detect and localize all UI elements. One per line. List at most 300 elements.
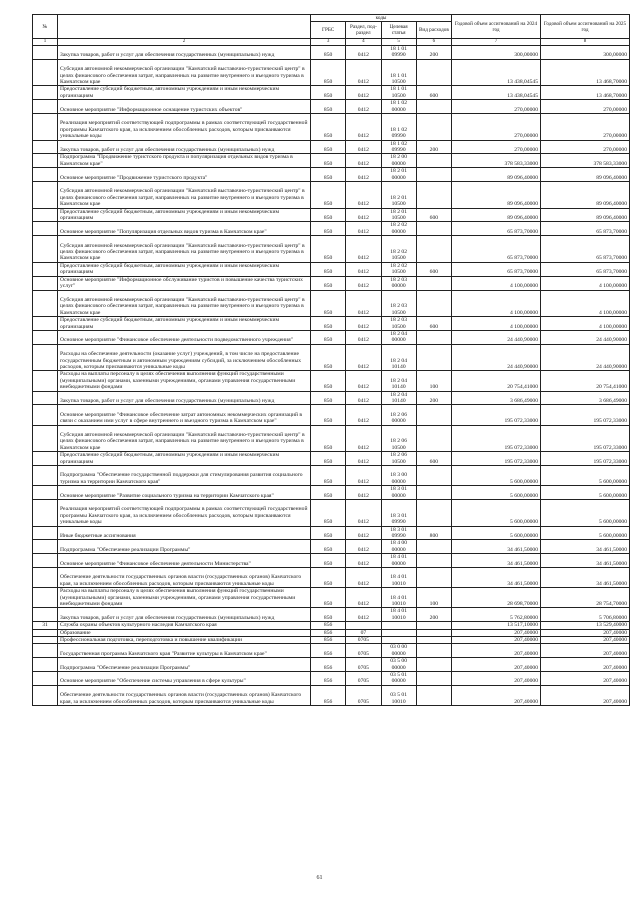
row-value-2024: 5 762,80000 xyxy=(452,608,541,622)
row-grbs: 850 xyxy=(311,526,346,540)
row-kind xyxy=(416,465,451,485)
row-section xyxy=(346,622,381,629)
row-kind: 800 xyxy=(416,526,451,540)
index-cell: 7 xyxy=(452,39,541,46)
row-name: Субсидия автономной некоммерческой организации "Камчатский выставочно-туристический центр" в целях финансового обеспечения затрат, направленных на развитие внутреннего и въездного туризма в Камчатском крае xyxy=(58,59,311,86)
row-number xyxy=(33,637,58,644)
row-name: Образование xyxy=(58,629,311,636)
row-grbs: 850 xyxy=(311,262,346,276)
row-grbs: 856 xyxy=(311,629,346,636)
row-number xyxy=(33,608,58,622)
row-section: 0412 xyxy=(346,46,381,60)
row-value-2025: 5 600,00000 xyxy=(541,486,630,500)
row-article: 18 4 01 10010 xyxy=(381,608,416,622)
row-section: 0412 xyxy=(346,540,381,554)
row-name: Служба охраны объектов культурного наследия Камчатского края xyxy=(58,622,311,629)
row-name: Закупка товаров, работ и услуг для обеспечения государственных (муниципальных) нужд xyxy=(58,608,311,622)
row-section: 0705 xyxy=(346,658,381,672)
row-value-2024: 5 600,00000 xyxy=(452,499,541,526)
table-body xyxy=(33,46,630,706)
row-grbs: 850 xyxy=(311,425,346,452)
row-article: 18 4 01 10010 xyxy=(381,567,416,587)
row-grbs: 850 xyxy=(311,154,346,168)
row-number xyxy=(33,168,58,182)
table-row xyxy=(33,644,630,658)
row-value-2025: 65 873,70000 xyxy=(541,236,630,263)
row-value-2024: 5 600,00000 xyxy=(452,465,541,485)
row-article: 18 2 02 10500 xyxy=(381,262,416,276)
row-value-2025: 13 529,40000 xyxy=(541,622,630,629)
table-row xyxy=(33,465,630,485)
table-row xyxy=(33,486,630,500)
row-value-2024: 195 072,33000 xyxy=(452,425,541,452)
row-number xyxy=(33,486,58,500)
table-row xyxy=(33,526,630,540)
row-number xyxy=(33,330,58,344)
row-kind xyxy=(416,182,451,209)
header-row-top xyxy=(33,15,630,22)
row-article: 18 3 00 00000 xyxy=(381,465,416,485)
row-value-2024: 4 100,00000 xyxy=(452,276,541,290)
row-value-2024: 65 873,70000 xyxy=(452,262,541,276)
row-section: 0412 xyxy=(346,554,381,568)
row-value-2025: 378 583,33000 xyxy=(541,154,630,168)
row-value-2025: 13 468,70000 xyxy=(541,59,630,86)
row-section: 0412 xyxy=(346,262,381,276)
row-number xyxy=(33,182,58,209)
row-kind xyxy=(416,554,451,568)
row-name: Основное мероприятие "Информационное обслуживание туристов и повышение качества туристских услуг" xyxy=(58,276,311,290)
col-section-header: Раздел, под-раздел xyxy=(346,22,381,39)
row-kind xyxy=(416,644,451,658)
row-value-2024: 270,00000 xyxy=(452,100,541,114)
table-row xyxy=(33,100,630,114)
row-value-2024: 4 100,00000 xyxy=(452,290,541,317)
row-article: 18 3 01 00000 xyxy=(381,486,416,500)
row-number xyxy=(33,290,58,317)
row-value-2025: 4 100,00000 xyxy=(541,276,630,290)
row-value-2024: 34 461,50000 xyxy=(452,540,541,554)
row-section: 0412 xyxy=(346,100,381,114)
row-value-2025: 28 754,70000 xyxy=(541,588,630,608)
row-value-2025: 300,00000 xyxy=(541,46,630,60)
row-name: Профессиональная подготовка, переподготовка и повышение квалификации xyxy=(58,637,311,644)
row-section: 0412 xyxy=(346,486,381,500)
row-value-2024: 34 461,50000 xyxy=(452,567,541,587)
row-article xyxy=(381,637,416,644)
row-number xyxy=(33,208,58,222)
row-article: 18 2 04 10140 xyxy=(381,344,416,371)
row-grbs: 856 xyxy=(311,658,346,672)
row-section: 0412 xyxy=(346,452,381,466)
table-row xyxy=(33,182,630,209)
table-row xyxy=(33,425,630,452)
row-section: 0412 xyxy=(346,330,381,344)
row-name: Расходы на обеспечение деятельности (оказание услуг) учреждений, в том числе на предоставление государственным бюджетным и автономным учреждениям субсидий, за исключением обособленных расходов, которым присваиваются уникальные коды xyxy=(58,344,311,371)
row-value-2024: 89 096,40000 xyxy=(452,182,541,209)
row-number xyxy=(33,114,58,141)
row-number xyxy=(33,540,58,554)
table-row xyxy=(33,567,630,587)
row-value-2024: 89 096,40000 xyxy=(452,168,541,182)
row-article: 18 2 04 10140 xyxy=(381,371,416,391)
row-section: 0412 xyxy=(346,182,381,209)
row-value-2025: 4 100,00000 xyxy=(541,317,630,331)
row-section: 0412 xyxy=(346,154,381,168)
row-number xyxy=(33,672,58,686)
row-name: Основное мероприятие "Финансовое обеспечение деятельности Министерства" xyxy=(58,554,311,568)
row-article: 18 2 01 10500 xyxy=(381,182,416,209)
row-section: 0412 xyxy=(346,114,381,141)
row-kind xyxy=(416,100,451,114)
row-value-2024: 13 438,04545 xyxy=(452,86,541,100)
row-grbs: 850 xyxy=(311,59,346,86)
row-kind xyxy=(416,154,451,168)
row-value-2024: 207,40000 xyxy=(452,629,541,636)
table-row xyxy=(33,262,630,276)
row-article: 18 3 01 09990 xyxy=(381,526,416,540)
row-kind: 600 xyxy=(416,86,451,100)
row-value-2024: 207,40000 xyxy=(452,637,541,644)
index-cell: 8 xyxy=(541,39,630,46)
row-kind xyxy=(416,637,451,644)
row-section: 0412 xyxy=(346,168,381,182)
row-grbs: 850 xyxy=(311,608,346,622)
col-num-header: № xyxy=(33,15,58,39)
table-row xyxy=(33,685,630,705)
page-number: 61 xyxy=(316,875,323,881)
row-grbs: 850 xyxy=(311,344,346,371)
row-number xyxy=(33,452,58,466)
row-kind: 600 xyxy=(416,452,451,466)
row-kind xyxy=(416,236,451,263)
row-number xyxy=(33,629,58,636)
row-number xyxy=(33,46,58,60)
row-grbs: 850 xyxy=(311,236,346,263)
row-kind: 200 xyxy=(416,608,451,622)
row-kind: 600 xyxy=(416,208,451,222)
row-value-2025: 270,00000 xyxy=(541,100,630,114)
row-number: 31 xyxy=(33,622,58,629)
row-name: Подпрограмма "Обеспечение реализации Программы" xyxy=(58,540,311,554)
row-section: 0705 xyxy=(346,644,381,658)
row-section: 0412 xyxy=(346,526,381,540)
row-name: Основное мероприятие "Популяризация отдельных видов туризма в Камчатском крае" xyxy=(58,222,311,236)
table-row xyxy=(33,629,630,636)
row-number xyxy=(33,391,58,405)
row-value-2025: 5 600,00000 xyxy=(541,465,630,485)
row-article: 18 2 03 10500 xyxy=(381,317,416,331)
table-row xyxy=(33,154,630,168)
row-grbs: 850 xyxy=(311,486,346,500)
row-value-2025: 24 440,90000 xyxy=(541,344,630,371)
index-cell: 2 xyxy=(58,39,311,46)
table-row xyxy=(33,330,630,344)
table-row xyxy=(33,140,630,154)
row-name: Обеспечение деятельности государственных органов власти (государственных органов) Камчатского края, за исключением обособленных расходов, которым присваиваются уникальные коды xyxy=(58,685,311,705)
row-grbs: 850 xyxy=(311,140,346,154)
row-name: Закупка товаров, работ и услуг для обеспечения государственных (муниципальных) нужд xyxy=(58,391,311,405)
table-row xyxy=(33,290,630,317)
row-grbs: 850 xyxy=(311,540,346,554)
row-article: 03 5 01 10010 xyxy=(381,685,416,705)
row-number xyxy=(33,499,58,526)
row-value-2025: 195 072,33000 xyxy=(541,452,630,466)
row-number xyxy=(33,554,58,568)
row-section: 0412 xyxy=(346,86,381,100)
row-section: 0412 xyxy=(346,236,381,263)
row-value-2024: 378 583,33000 xyxy=(452,154,541,168)
row-grbs: 856 xyxy=(311,685,346,705)
row-kind xyxy=(416,290,451,317)
row-number xyxy=(33,685,58,705)
row-section: 0412 xyxy=(346,290,381,317)
row-name: Предоставление субсидий бюджетным, автономным учреждениям и иным некоммерческим организациям xyxy=(58,317,311,331)
row-section: 0412 xyxy=(346,391,381,405)
row-value-2024: 270,00000 xyxy=(452,140,541,154)
row-section: 0705 xyxy=(346,637,381,644)
row-number xyxy=(33,140,58,154)
row-value-2025: 89 096,40000 xyxy=(541,168,630,182)
row-grbs: 850 xyxy=(311,86,346,100)
row-value-2025: 89 096,40000 xyxy=(541,182,630,209)
row-grbs: 850 xyxy=(311,46,346,60)
table-row xyxy=(33,222,630,236)
row-value-2024: 5 600,00000 xyxy=(452,486,541,500)
row-article: 18 2 02 10500 xyxy=(381,236,416,263)
col-kind-header: Вид расходов xyxy=(416,22,451,39)
row-kind xyxy=(416,622,451,629)
row-name: Закупка товаров, работ и услуг для обеспечения государственных (муниципальных) нужд xyxy=(58,140,311,154)
row-kind: 600 xyxy=(416,262,451,276)
row-article: 18 4 01 10010 xyxy=(381,588,416,608)
row-grbs: 856 xyxy=(311,637,346,644)
row-grbs: 856 xyxy=(311,622,346,629)
row-grbs: 850 xyxy=(311,222,346,236)
col-2024-header: Годовой объем ассигнований на 2024 год xyxy=(452,15,541,39)
row-article: 18 2 03 10500 xyxy=(381,290,416,317)
row-grbs: 850 xyxy=(311,290,346,317)
row-grbs: 850 xyxy=(311,405,346,425)
row-section: 0412 xyxy=(346,499,381,526)
row-value-2025: 207,40000 xyxy=(541,672,630,686)
row-number xyxy=(33,465,58,485)
row-kind xyxy=(416,425,451,452)
row-number xyxy=(33,344,58,371)
row-value-2025: 195 072,33000 xyxy=(541,425,630,452)
row-article: 18 2 02 00000 xyxy=(381,222,416,236)
row-name: Расходы на выплаты персоналу в целях обеспечения выполнения функций государственными (муниципальными) органами, казенными учреждениями, органами управления государственными внебюджетными фондами xyxy=(58,371,311,391)
row-kind: 200 xyxy=(416,391,451,405)
row-grbs: 850 xyxy=(311,499,346,526)
row-value-2025: 34 461,50000 xyxy=(541,554,630,568)
row-name: Основное мероприятие "Финансовое обеспечение затрат автономных некоммерческих организаций в связи с оказанием ими услуг в сфере внутреннего и въездного туризма в Камчатском крае" xyxy=(58,405,311,425)
row-name: Основное мероприятие "Финансовое обеспечение деятельности подведомственного учреждения" xyxy=(58,330,311,344)
row-name: Субсидия автономной некоммерческой организации "Камчатский выставочно-туристический центр" в целях финансового обеспечения затрат, направленных на развитие внутреннего и въездного туризма в Камчатском крае xyxy=(58,290,311,317)
row-kind xyxy=(416,344,451,371)
row-name: Субсидия автономной некоммерческой организации "Камчатский выставочно-туристический центр" в целях финансового обеспечения затрат, направленных на развитие внутреннего и въездного туризма в Камчатском крае xyxy=(58,182,311,209)
table-row xyxy=(33,86,630,100)
table-row xyxy=(33,540,630,554)
row-value-2024: 65 873,70000 xyxy=(452,222,541,236)
row-number xyxy=(33,658,58,672)
row-name: Основное мероприятие "Развитие социального туризма на территории Камчатского края" xyxy=(58,486,311,500)
row-section: 0412 xyxy=(346,222,381,236)
row-grbs: 850 xyxy=(311,588,346,608)
row-name: Предоставление субсидий бюджетным, автономным учреждениям и иным некоммерческим организациям xyxy=(58,262,311,276)
row-number xyxy=(33,567,58,587)
row-value-2025: 34 461,50000 xyxy=(541,567,630,587)
row-section: 0412 xyxy=(346,140,381,154)
table-row xyxy=(33,554,630,568)
row-number xyxy=(33,317,58,331)
row-kind xyxy=(416,629,451,636)
row-section: 0412 xyxy=(346,344,381,371)
row-grbs: 856 xyxy=(311,672,346,686)
row-name: Предоставление субсидий бюджетным, автономным учреждениям и иным некоммерческим организациям xyxy=(58,208,311,222)
row-section: 0412 xyxy=(346,465,381,485)
row-kind xyxy=(416,222,451,236)
row-section: 0705 xyxy=(346,672,381,686)
table-row xyxy=(33,168,630,182)
row-value-2024: 195 072,33000 xyxy=(452,405,541,425)
row-value-2025: 3 686,49000 xyxy=(541,391,630,405)
row-value-2024: 13 517,10000 xyxy=(452,622,541,629)
row-article: 18 2 06 10500 xyxy=(381,425,416,452)
col-grbs-header: ГРБС xyxy=(311,22,346,39)
row-grbs: 850 xyxy=(311,567,346,587)
index-cell: 3 xyxy=(311,39,346,46)
row-value-2024: 3 686,49000 xyxy=(452,391,541,405)
row-value-2024: 65 873,70000 xyxy=(452,236,541,263)
row-name: Предоставление субсидий бюджетным, автономным учреждениям и иным некоммерческим организациям xyxy=(58,452,311,466)
row-value-2025: 207,40000 xyxy=(541,685,630,705)
row-kind: 200 xyxy=(416,46,451,60)
row-value-2024: 207,40000 xyxy=(452,658,541,672)
row-article: 18 1 01 10500 xyxy=(381,59,416,86)
row-article: 18 1 02 09990 xyxy=(381,140,416,154)
row-value-2024: 5 600,00000 xyxy=(452,526,541,540)
row-name: Подпрограмма "Обеспечение государственной поддержки для стимулирования развития социального туризма на территории Камчатского края" xyxy=(58,465,311,485)
row-value-2025: 5 706,80000 xyxy=(541,608,630,622)
row-kind xyxy=(416,486,451,500)
row-name: Реализация мероприятий соответствующей подпрограммы в рамках соответствующей государственной программы Камчатского края, за исключением обособленных расходов, которым присваиваются уникальные коды xyxy=(58,499,311,526)
row-value-2024: 195 072,33000 xyxy=(452,452,541,466)
table-row xyxy=(33,637,630,644)
table-row xyxy=(33,236,630,263)
table-row xyxy=(33,672,630,686)
row-name: Подпрограмма "Обеспечение реализации Программы" xyxy=(58,658,311,672)
row-value-2025: 207,40000 xyxy=(541,629,630,636)
table-row xyxy=(33,499,630,526)
row-kind xyxy=(416,567,451,587)
row-number xyxy=(33,100,58,114)
row-grbs: 850 xyxy=(311,168,346,182)
row-value-2024: 24 440,90000 xyxy=(452,344,541,371)
row-value-2024: 89 096,40000 xyxy=(452,208,541,222)
row-grbs: 856 xyxy=(311,644,346,658)
row-number xyxy=(33,59,58,86)
col-2025-header: Годовой объем ассигнований на 2025 год xyxy=(541,15,630,39)
row-section: 0412 xyxy=(346,588,381,608)
row-value-2025: 5 600,00000 xyxy=(541,499,630,526)
row-value-2024: 20 754,41000 xyxy=(452,371,541,391)
budget-table xyxy=(32,14,630,706)
row-kind xyxy=(416,540,451,554)
row-kind xyxy=(416,168,451,182)
row-kind xyxy=(416,685,451,705)
row-kind: 600 xyxy=(416,317,451,331)
row-grbs: 850 xyxy=(311,276,346,290)
row-value-2024: 28 698,70000 xyxy=(452,588,541,608)
table-row xyxy=(33,452,630,466)
row-number xyxy=(33,86,58,100)
row-article xyxy=(381,629,416,636)
row-grbs: 850 xyxy=(311,208,346,222)
row-kind xyxy=(416,276,451,290)
row-section: 07 xyxy=(346,629,381,636)
table-row xyxy=(33,658,630,672)
table-row xyxy=(33,317,630,331)
row-section: 0412 xyxy=(346,317,381,331)
row-value-2025: 207,40000 xyxy=(541,644,630,658)
row-value-2024: 24 440,90000 xyxy=(452,330,541,344)
col-name-header xyxy=(58,15,311,39)
row-grbs: 850 xyxy=(311,114,346,141)
index-cell: 6 xyxy=(416,39,451,46)
row-grbs: 850 xyxy=(311,465,346,485)
row-section: 0705 xyxy=(346,685,381,705)
row-grbs: 850 xyxy=(311,554,346,568)
row-value-2025: 34 461,50000 xyxy=(541,540,630,554)
row-value-2024: 4 100,00000 xyxy=(452,317,541,331)
row-kind xyxy=(416,330,451,344)
row-name: Субсидия автономной некоммерческой организации "Камчатский выставочно-туристический центр" в целях финансового обеспечения затрат, направленных на развитие внутреннего и въездного туризма в Камчатском крае xyxy=(58,236,311,263)
row-article: 18 2 06 00000 xyxy=(381,405,416,425)
table-row xyxy=(33,344,630,371)
row-number xyxy=(33,262,58,276)
table-row xyxy=(33,46,630,60)
row-number xyxy=(33,588,58,608)
row-section: 0412 xyxy=(346,59,381,86)
row-number xyxy=(33,222,58,236)
row-section: 0412 xyxy=(346,405,381,425)
row-number xyxy=(33,236,58,263)
row-article: 18 1 02 09990 xyxy=(381,114,416,141)
row-value-2025: 20 754,41000 xyxy=(541,371,630,391)
row-name: Предоставление субсидий бюджетным, автономным учреждениям и иным некоммерческим организациям xyxy=(58,86,311,100)
index-cell: 1 xyxy=(33,39,58,46)
table-row xyxy=(33,622,630,629)
budget-sheet xyxy=(32,14,630,706)
table-row xyxy=(33,208,630,222)
row-kind xyxy=(416,114,451,141)
row-value-2025: 195 072,33000 xyxy=(541,405,630,425)
row-grbs: 850 xyxy=(311,391,346,405)
table-row xyxy=(33,59,630,86)
row-value-2025: 65 873,70000 xyxy=(541,222,630,236)
row-number xyxy=(33,405,58,425)
row-article: 18 2 01 10500 xyxy=(381,208,416,222)
row-value-2025: 65 873,70000 xyxy=(541,262,630,276)
row-article: 18 4 00 00000 xyxy=(381,540,416,554)
codes-header: коды xyxy=(311,15,452,22)
row-name: Закупка товаров, работ и услуг для обеспечения государственных (муниципальных) нужд xyxy=(58,46,311,60)
row-number xyxy=(33,644,58,658)
row-value-2025: 24 440,90000 xyxy=(541,330,630,344)
row-kind xyxy=(416,658,451,672)
row-section: 0412 xyxy=(346,425,381,452)
